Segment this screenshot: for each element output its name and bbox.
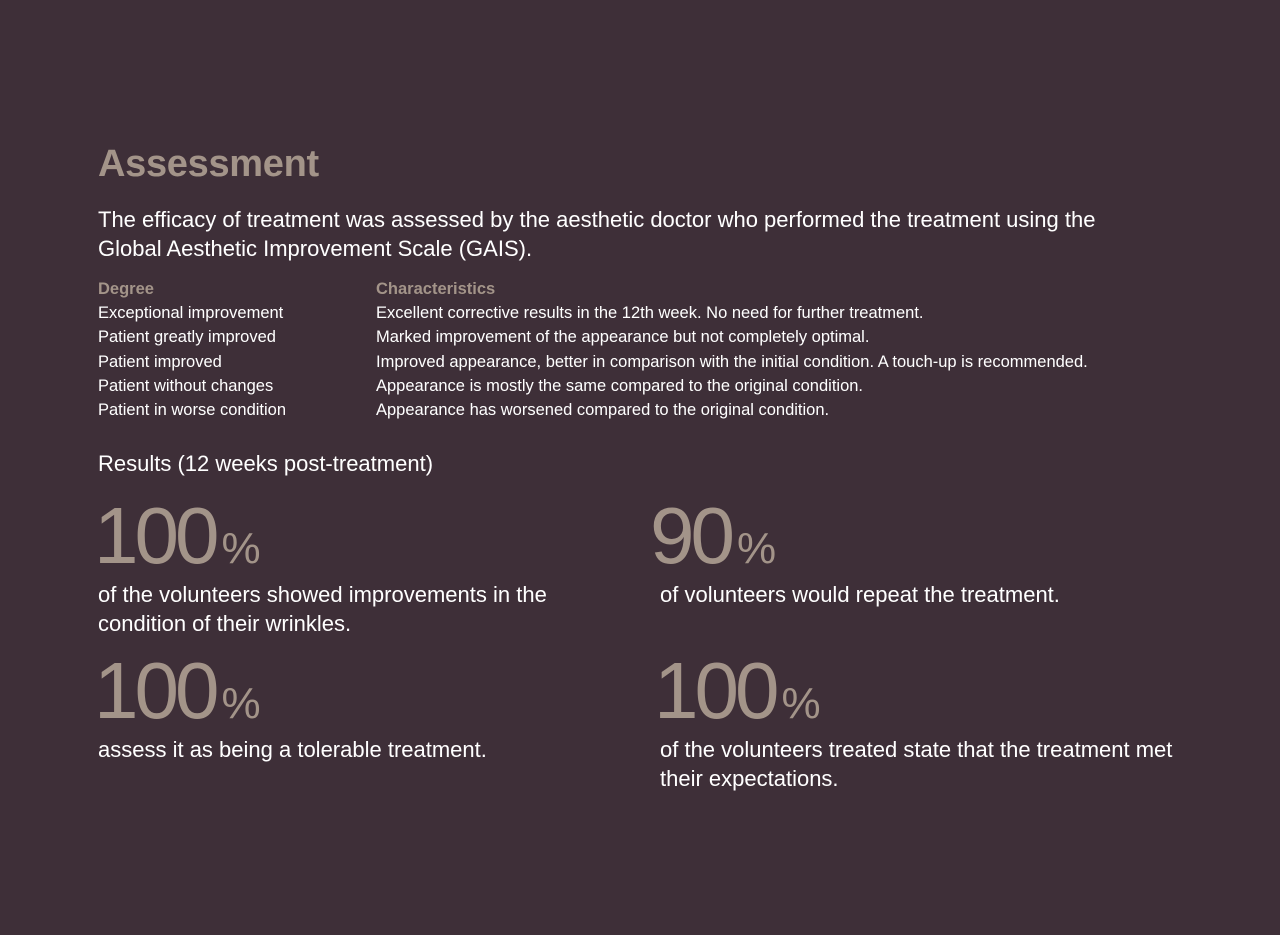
- degree-cell: Patient without changes: [98, 376, 274, 395]
- degree-cell: Exceptional improvement: [98, 304, 284, 323]
- stat-number: 100: [94, 491, 216, 580]
- stat-caption: of the volunteers treated state that the treatment met their expectations.: [660, 737, 1173, 791]
- stat-unit: %: [781, 679, 821, 728]
- stat-unit: %: [221, 679, 261, 728]
- column-header-characteristics: Characteristics: [376, 280, 496, 298]
- stat-unit: %: [736, 524, 777, 573]
- stat-value: [654, 646, 1214, 735]
- characteristics-cell: Appearance has worsened compared to the original condition.: [376, 401, 830, 420]
- degree-cell: Patient improved: [98, 352, 222, 371]
- stat-repeat-treatment: [650, 491, 1210, 609]
- stat-caption: of volunteers would repeat the treatment.: [660, 582, 1060, 607]
- stat-improvements: [94, 491, 574, 638]
- gais-table: [98, 277, 1088, 422]
- table-row: [98, 325, 1088, 349]
- stat-value: [94, 491, 574, 580]
- table-row: [98, 374, 1088, 398]
- stat-value: [650, 491, 1210, 580]
- characteristics-cell: Marked improvement of the appearance but not completely optimal.: [376, 328, 870, 347]
- stat-unit: %: [221, 524, 261, 573]
- stat-caption: assess it as being a tolerable treatment.: [98, 737, 487, 762]
- intro-paragraph: The efficacy of treatment was assessed by the aesthetic doctor who performed the treatment using the Global Aesthetic Improvement Scale (GAIS).: [98, 207, 1096, 261]
- stat-caption: of the volunteers showed improvements in the condition of their wrinkles.: [98, 582, 547, 636]
- table-row: [98, 350, 1088, 374]
- stat-number: 90: [650, 491, 731, 580]
- characteristics-cell: Improved appearance, better in comparison with the initial condition. A touch-up is recommended.: [376, 352, 1088, 371]
- table-row: [98, 301, 1088, 325]
- table-row: [98, 398, 1088, 422]
- degree-cell: Patient in worse condition: [98, 401, 287, 420]
- column-header-degree: Degree: [98, 280, 154, 298]
- stat-number: 100: [654, 646, 776, 735]
- results-heading: Results (12 weeks post-treatment): [98, 451, 434, 476]
- stat-tolerable: [94, 646, 574, 764]
- stat-expectations: [654, 646, 1214, 793]
- page-title: Assessment: [98, 143, 319, 185]
- characteristics-cell: Excellent corrective results in the 12th week. No need for further treatment.: [376, 304, 924, 323]
- stat-value: [94, 646, 574, 735]
- degree-cell: Patient greatly improved: [98, 328, 276, 347]
- stat-number: 100: [94, 646, 216, 735]
- table-header-row: [98, 277, 1088, 301]
- characteristics-cell: Appearance is mostly the same compared to the original condition.: [376, 376, 864, 395]
